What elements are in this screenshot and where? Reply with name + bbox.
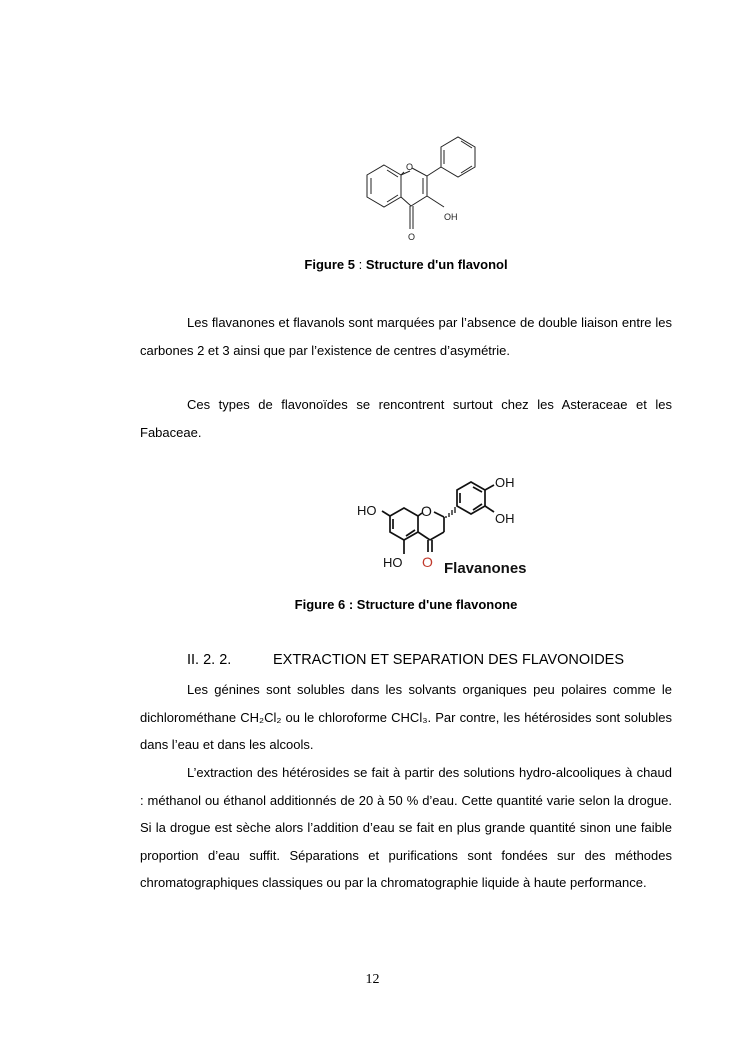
- figure-6-caption: Figure 6 : Structure d'une flavonone: [294, 597, 518, 612]
- paragraph-extraction-text: L’extraction des hétérosides se fait à partir des solutions hydro-alcooliques à chaud : méthanol ou éthanol additionnés de 20 à 50 % d’eau. Cette quantité varie selon la drogue. Si la drogue est sèche alors l’addition d’eau se fait en plus grande quantité sinon une faible proportion d’eau suffit. Séparations et purifications sont fondées sur des méthodes chromatographiques classiques ou par la chromatographie liquide à haute performance.: [140, 765, 672, 890]
- solubility-text-middle: ou le chloroforme: [281, 709, 392, 725]
- formula-chloroform: CHCl₃: [391, 709, 428, 725]
- paragraph-solubility-text: [140, 676, 672, 759]
- flavonol-structure-diagram: [336, 127, 496, 245]
- flavanone-oh-top-label: OH: [495, 475, 515, 490]
- flavanones-structure-label: Flavanones: [444, 560, 527, 576]
- flavanone-ring-oxygen-label: O: [421, 503, 432, 519]
- flavanone-structure-diagram: [352, 468, 548, 576]
- flavonol-hydroxyl-label: OH: [444, 212, 458, 222]
- paragraph-distribution: [140, 391, 672, 446]
- flavanone-ho-left-label: HO: [357, 503, 377, 518]
- section-title: EXTRACTION ET SEPARATION DES FLAVONOIDES: [273, 652, 625, 668]
- figure-5-separator: :: [354, 257, 366, 272]
- solubility-text-end: . Par contre, les hétérosides sont solubles dans l’eau et dans les alcools.: [140, 709, 672, 752]
- page-number: 12: [365, 972, 380, 987]
- figure-5-caption: [140, 257, 672, 272]
- flavonol-ketone-oxygen-label: O: [408, 232, 416, 242]
- paragraph-distribution-text: Ces types de flavonoïdes se rencontrent surtout chez les Asteraceae et les Fabaceae.: [140, 397, 672, 440]
- paragraph-flavanones: [140, 309, 672, 364]
- formula-dichloromethane: CH₂Cl₂: [240, 709, 282, 725]
- paragraph-flavanones-text: Les flavanones et flavanols sont marquées par l’absence de double liaison entre les carbones 2 et 3 ainsi que par l’existence de centres d’asymétrie.: [140, 315, 672, 358]
- flavanone-oh-right-label: OH: [495, 511, 515, 526]
- section-number: II. 2. 2.: [187, 652, 232, 668]
- paragraph-extraction: [140, 759, 672, 897]
- flavanone-ho-bottom-label: HO: [383, 555, 403, 570]
- flavonol-ring-oxygen-label: O: [406, 162, 414, 172]
- figure-5-title: Structure d'un flavonol: [365, 257, 508, 272]
- section-heading: [187, 652, 624, 668]
- figure-5-label: Figure 5: [304, 257, 355, 272]
- flavanone-ketone-oxygen-label: O: [422, 554, 433, 570]
- solubility-text-start: Les génines sont solubles dans les solvants organiques peu polaires comme le dichlorométhane: [140, 682, 672, 725]
- paragraph-solubility: [140, 676, 672, 759]
